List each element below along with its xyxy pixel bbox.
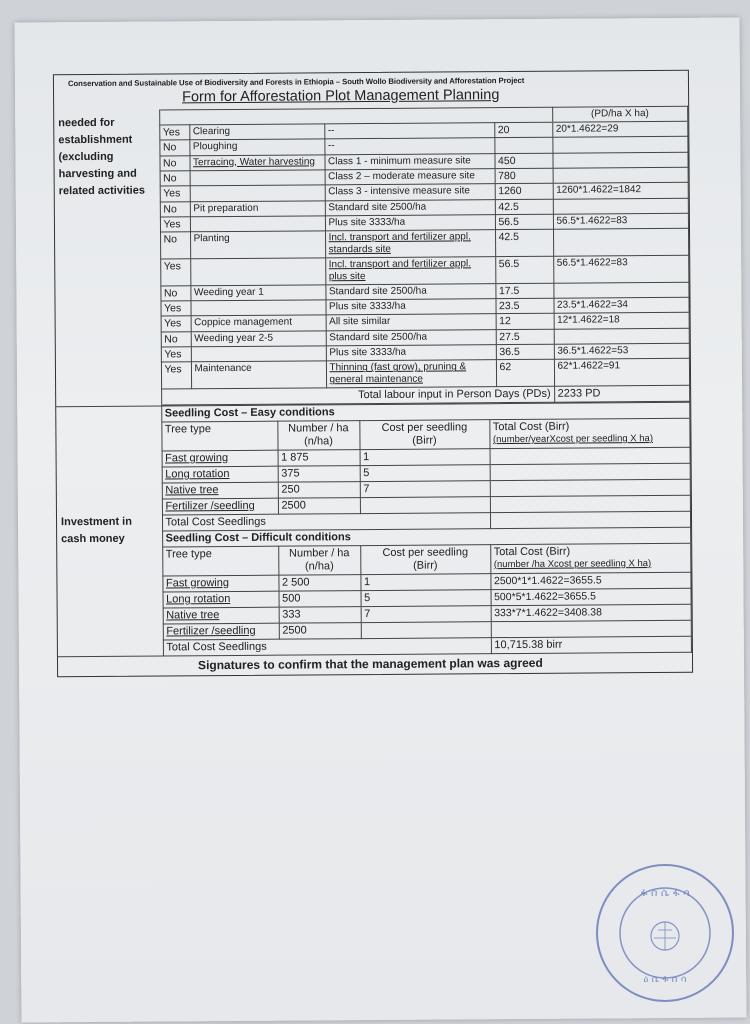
tree-type-cell: Long rotation bbox=[163, 591, 279, 608]
cost-cell bbox=[361, 621, 491, 638]
labour-pd-cell: 42.5 bbox=[495, 230, 553, 257]
easy-total-label: Total Cost Seedlings bbox=[162, 513, 490, 531]
labour-site-cell: Plus site 3333/ha bbox=[325, 215, 495, 232]
labour-yesno-cell: No bbox=[160, 201, 190, 217]
labour-table bbox=[54, 106, 690, 406]
labour-activity-cell: Planting bbox=[190, 231, 325, 259]
labour-yesno-cell: Yes bbox=[161, 347, 191, 363]
labour-yesno-cell: Yes bbox=[159, 125, 189, 141]
labour-yesno-cell: Yes bbox=[160, 259, 190, 286]
labour-pd-cell: 780 bbox=[495, 168, 553, 184]
labour-calc-cell bbox=[552, 136, 688, 152]
number-cell: 250 bbox=[278, 481, 360, 498]
tree-type-cell: Native tree bbox=[163, 607, 279, 624]
investment-side-text: Investment in cash money bbox=[60, 515, 132, 546]
labour-activity-cell bbox=[190, 216, 325, 232]
labour-yesno-cell: Yes bbox=[161, 362, 191, 389]
labour-activity-cell: Ploughing bbox=[189, 139, 324, 155]
labour-site-cell: Standard site 2500/ha bbox=[326, 329, 496, 346]
col-cost bbox=[360, 544, 490, 574]
number-cell: 2500 bbox=[278, 497, 360, 514]
form-document bbox=[53, 70, 693, 677]
labour-activity-cell: Clearing bbox=[189, 124, 324, 140]
labour-calc-cell bbox=[553, 167, 689, 183]
number-cell: 2500 bbox=[279, 622, 361, 639]
labour-activity-cell: Pit preparation bbox=[190, 201, 325, 217]
labour-calc-cell bbox=[553, 229, 689, 257]
total-cell bbox=[490, 495, 691, 512]
labour-activity-cell bbox=[190, 170, 325, 186]
labour-yesno-cell: No bbox=[161, 332, 191, 348]
tree-type-cell: Native tree bbox=[162, 482, 278, 499]
col-number-unit: (n/ha) bbox=[304, 560, 334, 573]
labour-site-cell: Thinning (fast grow), pruning & general maintenance bbox=[326, 360, 496, 388]
labour-pd-cell: 450 bbox=[494, 153, 552, 169]
difficult-total-label: Total Cost Seedlings bbox=[163, 637, 491, 655]
form-frame bbox=[53, 70, 693, 677]
labour-yesno-cell: Yes bbox=[161, 316, 191, 332]
labour-site-cell: -- bbox=[324, 122, 494, 139]
col-cost bbox=[359, 420, 489, 450]
labour-activity-cell: Maintenance bbox=[191, 361, 326, 389]
col-number-label: Number / ha bbox=[288, 422, 349, 435]
labour-activity-cell: Coppice management bbox=[191, 315, 326, 331]
svg-text:ፋ ሰ ሴ ፋ ሳ: ፋ ሰ ሴ ፋ ሳ bbox=[640, 886, 690, 899]
signature-label: Signatures to confirm that the management plan was agreed bbox=[197, 655, 543, 672]
tree-type-cell: Long rotation bbox=[162, 466, 278, 483]
labour-yesno-cell: No bbox=[160, 232, 190, 259]
form-title: Form for Afforestation Plot Management Planning bbox=[182, 87, 500, 106]
number-cell: 333 bbox=[279, 606, 361, 623]
labour-calc-cell bbox=[553, 282, 689, 298]
labour-site-cell: Class 1 - minimum measure site bbox=[324, 153, 494, 170]
col-number-unit: (n/ha) bbox=[304, 435, 333, 448]
labour-calc-cell: 1260*1.4622=1842 bbox=[553, 183, 689, 199]
labour-pd-cell: 62 bbox=[496, 360, 554, 387]
official-stamp bbox=[590, 858, 740, 1008]
labour-calc-cell: 56.5*1.4622=83 bbox=[553, 255, 689, 283]
col-cost-label: Cost per seedling bbox=[381, 421, 468, 434]
number-cell: 500 bbox=[279, 590, 361, 607]
labour-calc-cell bbox=[554, 328, 690, 344]
labour-site-cell: All site similar bbox=[326, 314, 496, 331]
labour-calc-cell: 56.5*1.4622=83 bbox=[553, 213, 689, 229]
cost-cell: 5 bbox=[360, 465, 490, 482]
col-tree-type: Tree type bbox=[162, 546, 278, 576]
svg-text:ዕ ሴ ፋ ሰ ሳ: ዕ ሴ ፋ ሰ ሳ bbox=[643, 974, 687, 985]
tree-type-cell: Fertilizer /seedling bbox=[162, 498, 278, 515]
col-total-sub: (number /ha Xcost per seedling X ha) bbox=[493, 557, 652, 570]
investment-table bbox=[56, 402, 692, 657]
labour-side-label: needed for establishment (excluding harvesting and related activities bbox=[54, 110, 161, 406]
cost-cell bbox=[360, 497, 490, 514]
labour-total-label: Total labour input in Person Days (PDs) bbox=[161, 386, 554, 405]
labour-pd-cell bbox=[494, 137, 552, 153]
tree-type-cell: Fast growing bbox=[162, 575, 278, 592]
labour-site-cell: Class 3 - intensive measure site bbox=[325, 184, 495, 201]
labour-calc-cell: 62*1.4622=91 bbox=[554, 359, 690, 387]
col-total-sub: (number/yearXcost per seedling X ha) bbox=[492, 433, 654, 446]
labour-activity-cell bbox=[190, 300, 325, 316]
tree-type-cell: Fertilizer /seedling bbox=[163, 623, 279, 640]
labour-activity-cell bbox=[190, 258, 325, 286]
labour-yesno-cell: Yes bbox=[160, 217, 190, 233]
project-title: Conservation and Sustainable Use of Biodiversity and Forests in Ethiopia – South Wollo Biodiversity and Afforestation Project bbox=[67, 75, 525, 89]
labour-calc-cell: 12*1.4622=18 bbox=[554, 313, 690, 329]
labour-activity-cell bbox=[191, 346, 326, 362]
difficult-total-value: 10,715.38 birr bbox=[491, 636, 692, 653]
labour-pd-cell: 56.5 bbox=[495, 256, 553, 283]
labour-yesno-cell: Yes bbox=[160, 301, 190, 317]
labour-activity-cell: Terracing, Water harvesting bbox=[189, 154, 324, 170]
total-cell bbox=[490, 479, 691, 496]
number-cell: 2 500 bbox=[278, 574, 360, 591]
col-total-label: Total Cost (Birr) bbox=[493, 545, 571, 558]
labour-yesno-cell: No bbox=[160, 285, 190, 301]
col-total bbox=[490, 543, 691, 573]
cost-cell: 1 bbox=[360, 449, 490, 466]
difficult-title: Seedling Cost – Difficult conditions bbox=[162, 527, 691, 547]
labour-site-cell: Class 2 – moderate measure site bbox=[325, 169, 495, 186]
labour-pd-cell: 12 bbox=[496, 314, 554, 330]
cost-cell: 5 bbox=[361, 589, 491, 606]
total-cell: 500*5*1.4622=3655.5 bbox=[491, 588, 692, 605]
col-cost-unit: (Birr) bbox=[412, 434, 437, 447]
col-cost-unit: (Birr) bbox=[413, 559, 438, 572]
col-tree-type: Tree type bbox=[161, 421, 277, 451]
total-cell bbox=[490, 463, 691, 480]
tree-type-cell: Fast growing bbox=[162, 450, 278, 467]
labour-pd-cell: 1260 bbox=[495, 184, 553, 200]
number-cell: 375 bbox=[278, 466, 360, 483]
labour-total-value: 2233 PD bbox=[554, 385, 690, 402]
labour-activity-cell bbox=[190, 185, 325, 201]
labour-site-cell: Incl. transport and fertilizer appl. standards site bbox=[325, 230, 495, 258]
investment-side-label bbox=[56, 406, 163, 656]
cost-cell: 1 bbox=[360, 573, 490, 590]
labour-yesno-cell: No bbox=[160, 171, 190, 187]
labour-yesno-cell: No bbox=[159, 140, 189, 156]
labour-pd-cell: 20 bbox=[494, 122, 552, 138]
labour-pd-cell: 17.5 bbox=[495, 283, 553, 299]
labour-calc-cell: 20*1.4622=29 bbox=[552, 121, 688, 137]
labour-site-cell: -- bbox=[324, 138, 494, 155]
easy-total-value bbox=[490, 511, 691, 528]
labour-pd-cell: 36.5 bbox=[496, 344, 554, 360]
number-cell: 1 875 bbox=[278, 450, 360, 467]
labour-calc-cell bbox=[552, 152, 688, 168]
cost-cell: 7 bbox=[361, 605, 491, 622]
labour-site-cell: Incl. transport and fertilizer appl. plus site bbox=[325, 257, 495, 285]
total-cell: 333*7*1.4622=3408.38 bbox=[491, 604, 692, 621]
col-total-label: Total Cost (Birr) bbox=[492, 420, 570, 434]
col-total bbox=[489, 418, 690, 448]
col-number bbox=[278, 545, 360, 575]
cost-cell: 7 bbox=[360, 481, 490, 498]
total-cell: 2500*1*1.4622=3655.5 bbox=[490, 572, 691, 589]
labour-yesno-cell: No bbox=[159, 155, 189, 171]
easy-title: Seedling Cost – Easy conditions bbox=[161, 402, 690, 422]
col-cost-label: Cost per seedling bbox=[382, 546, 469, 559]
labour-pd-cell: 27.5 bbox=[496, 329, 554, 345]
labour-site-cell: Standard site 2500/ha bbox=[325, 199, 495, 216]
labour-yesno-cell: Yes bbox=[160, 186, 190, 202]
labour-site-cell: Plus site 3333/ha bbox=[325, 299, 495, 316]
labour-pd-cell: 42.5 bbox=[495, 199, 553, 215]
labour-site-cell: Plus site 3333/ha bbox=[326, 345, 496, 362]
labour-site-cell: Standard site 2500/ha bbox=[325, 283, 495, 300]
labour-calc-cell: 36.5*1.4622=53 bbox=[554, 343, 690, 359]
labour-pd-cell: 56.5 bbox=[495, 214, 553, 230]
col-number-label: Number / ha bbox=[288, 546, 350, 560]
total-cell bbox=[490, 447, 691, 464]
col-number bbox=[277, 421, 359, 451]
labour-pd-cell: 23.5 bbox=[495, 298, 553, 314]
labour-calc-header: (PD/ha X ha) bbox=[552, 106, 688, 122]
total-cell bbox=[491, 620, 692, 637]
labour-calc-cell bbox=[553, 198, 689, 214]
labour-calc-cell: 23.5*1.4622=34 bbox=[553, 297, 689, 313]
labour-activity-cell: Weeding year 1 bbox=[190, 284, 325, 300]
labour-activity-cell: Weeding year 2-5 bbox=[191, 331, 326, 347]
